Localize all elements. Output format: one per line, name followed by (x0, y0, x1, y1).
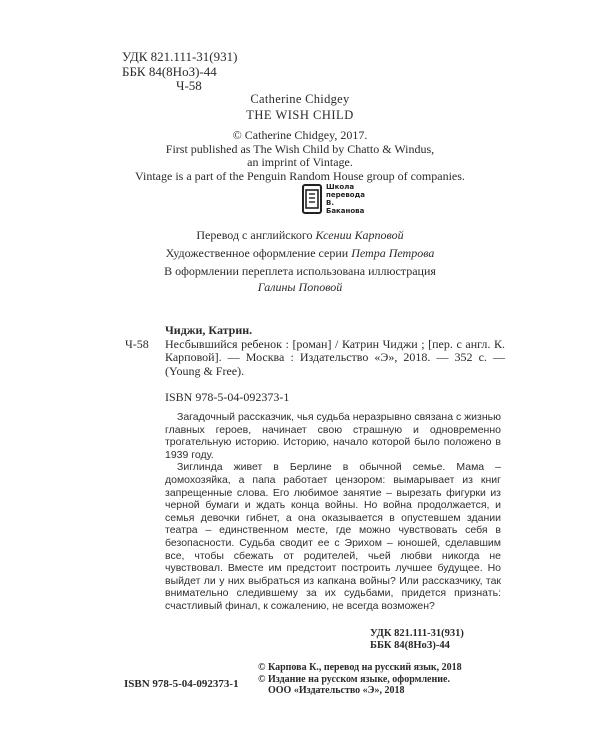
bottom-classification-codes (370, 628, 464, 651)
udk-code: УДК 821.111-31(931) (122, 49, 238, 64)
abstract-paragraph: Загадочный рассказчик, чья судьба неразрывно связана с жизнью главных героев, начинает свою страшную и одновременно трогательную историю. Историю, начало которой было положено в 1939 году. (165, 411, 501, 461)
book-shape-icon (304, 188, 320, 210)
logo-line-1: Школа перевода (326, 183, 365, 199)
top-classification-codes (122, 50, 237, 94)
illustration-credit: В оформлении переплета использована иллюстрация (164, 264, 436, 278)
footer-copyright-line: ООО «Издательство «Э», 2018 (268, 685, 405, 696)
credits-block (0, 226, 600, 294)
logo-line-2: В. Баканова (326, 199, 365, 215)
original-copyright (0, 129, 600, 183)
footer-copyright-line: © Издание на русском языке, оформление. (258, 673, 450, 685)
catalog-entry (125, 324, 505, 378)
original-title: THE WISH CHILD (246, 108, 354, 122)
catalog-row (125, 338, 505, 379)
footer-copyright-line: © Карпова К., перевод на русский язык, 2018 (258, 662, 462, 673)
design-credit (0, 244, 600, 262)
footer-udk: УДК 821.111-31(931) (370, 628, 464, 639)
catalog-shelf-code: Ч-58 (125, 336, 149, 351)
catalog-heading: Чиджи, Катрин. (165, 323, 253, 337)
translation-school-logo (302, 183, 372, 215)
original-author: Catherine Chidgey (250, 92, 350, 106)
abstract-paragraph: Зиглинда живет в Берлине в обычной семье. Мама – домохозяйка, а папа работает цензором: вымарывает из книг запрещенные слова. Его любимое занятие – вырезать фигурки из черной бумаги и ждать конца войны. Но война продолжается, и семья девочки гибнет, а она оказывается в опустевшем здании театра – единственном месте, где можно чувствовать себя в безопасности. Судьба сводит ее с Эрихом – юношей, сделавшим все, чтобы сбежать от родителей, чьей любви никогда не чувствовал. Вместе им предстоит построить лучшее будущее. Но выйдет ли у них выбраться из капкана войны? Или рассказчику, так внимательно следившему за их судьбами, придется признать: счастливый финал, к сожалению, не всегда возможен? (165, 461, 501, 612)
catalog-description: Несбывшийся ребенок : [роман] / Катрин Чиджи ; [пер. с англ. К. Карповой]. — Москва : Издательство «Э», 2018. — 352 с. — (Young & Free). (165, 336, 505, 378)
copyright-line: an imprint of Vintage. (247, 155, 353, 169)
footer-copyrights (258, 662, 462, 697)
catalog-isbn: ISBN 978-5-04-092373-1 (165, 390, 290, 404)
footer-isbn: ISBN 978-5-04-092373-1 (124, 678, 239, 690)
illustrator-name: Галины Поповой (257, 280, 343, 294)
school-logo-icon (302, 184, 322, 214)
design-prefix: Художественное оформление серии (165, 246, 352, 260)
translation-credit (0, 226, 600, 244)
book-abstract (165, 411, 501, 613)
cutter-code: Ч-58 (176, 78, 202, 93)
copyright-line: First published as The Wish Child by Chatto & Windus, (165, 141, 435, 156)
translation-prefix: Перевод с английского (196, 228, 316, 242)
translator-name: Ксении Карповой (315, 228, 404, 242)
designer-name: Петра Петрова (351, 246, 435, 260)
footer-bbk: ББК 84(8НоЗ)-44 (370, 639, 450, 651)
bbk-code: ББК 84(8НоЗ)-44 (122, 63, 217, 79)
copyright-line: © Catherine Chidgey, 2017. (232, 128, 368, 142)
copyright-line: Vintage is a part of the Penguin Random House group of companies. (135, 168, 465, 183)
logo-text (326, 183, 372, 215)
